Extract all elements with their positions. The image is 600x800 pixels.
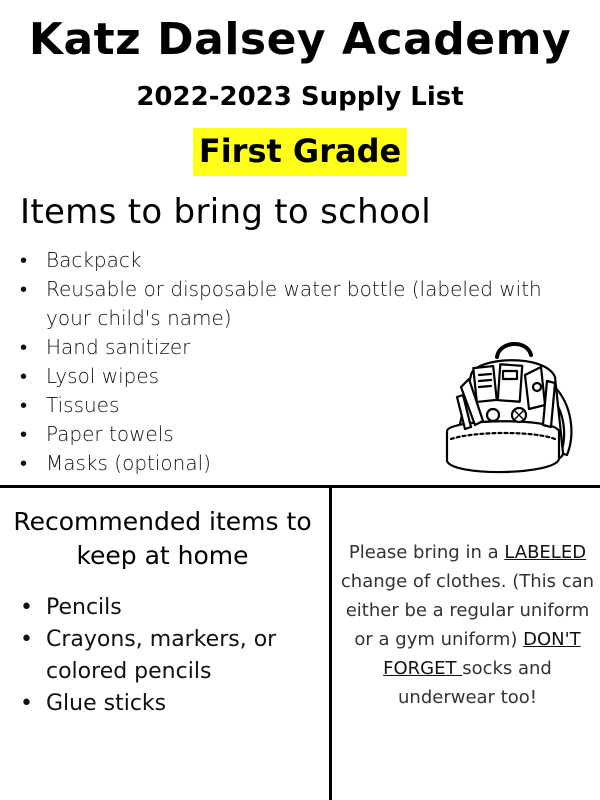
list-item-text: • Reusable or disposable water bottle (labeled with your child's name) xyxy=(46,277,542,330)
vertical-divider xyxy=(329,487,332,800)
school-title: Katz Dalsey Academy xyxy=(28,14,572,65)
list-item-text: • Masks (optional) xyxy=(46,451,211,475)
note-text: change of clothes. (This can either be a regular uniform or a gym uniform) xyxy=(340,571,595,650)
list-item xyxy=(0,592,325,624)
note-text: Please bring in a xyxy=(348,542,505,563)
change-of-clothes-note xyxy=(335,538,600,712)
labeled-emphasis: LABELED xyxy=(504,542,587,563)
home-items-list xyxy=(0,592,325,720)
list-item xyxy=(0,624,325,688)
list-item-text: • Tissues xyxy=(46,393,120,417)
list-item xyxy=(0,688,325,720)
note-text: socks and underwear too! xyxy=(398,658,552,708)
list-item-text: • Pencils xyxy=(46,595,122,620)
school-items-heading: Items to bring to school xyxy=(20,192,431,232)
list-item-text: • Glue sticks xyxy=(46,691,167,716)
horizontal-divider xyxy=(0,485,600,488)
home-items-heading: Recommended items to keep at home xyxy=(13,507,312,570)
list-item-text: • Lysol wipes xyxy=(46,364,160,388)
backpack-with-supplies-icon xyxy=(435,335,585,485)
list-item-text: • Hand sanitizer xyxy=(46,335,191,359)
list-item-text: • Crayons, markers, or colored pencils xyxy=(46,627,277,684)
list-item xyxy=(0,246,570,275)
supply-list-subtitle: 2022-2023 Supply List xyxy=(136,82,464,112)
list-item xyxy=(0,275,570,333)
grade-banner xyxy=(0,128,600,176)
list-item-text: • Backpack xyxy=(46,248,142,272)
grade-label: First Grade xyxy=(193,128,407,176)
dont-forget-emphasis: DON'T FORGET xyxy=(383,629,581,679)
list-item-text: • Paper towels xyxy=(46,422,174,446)
